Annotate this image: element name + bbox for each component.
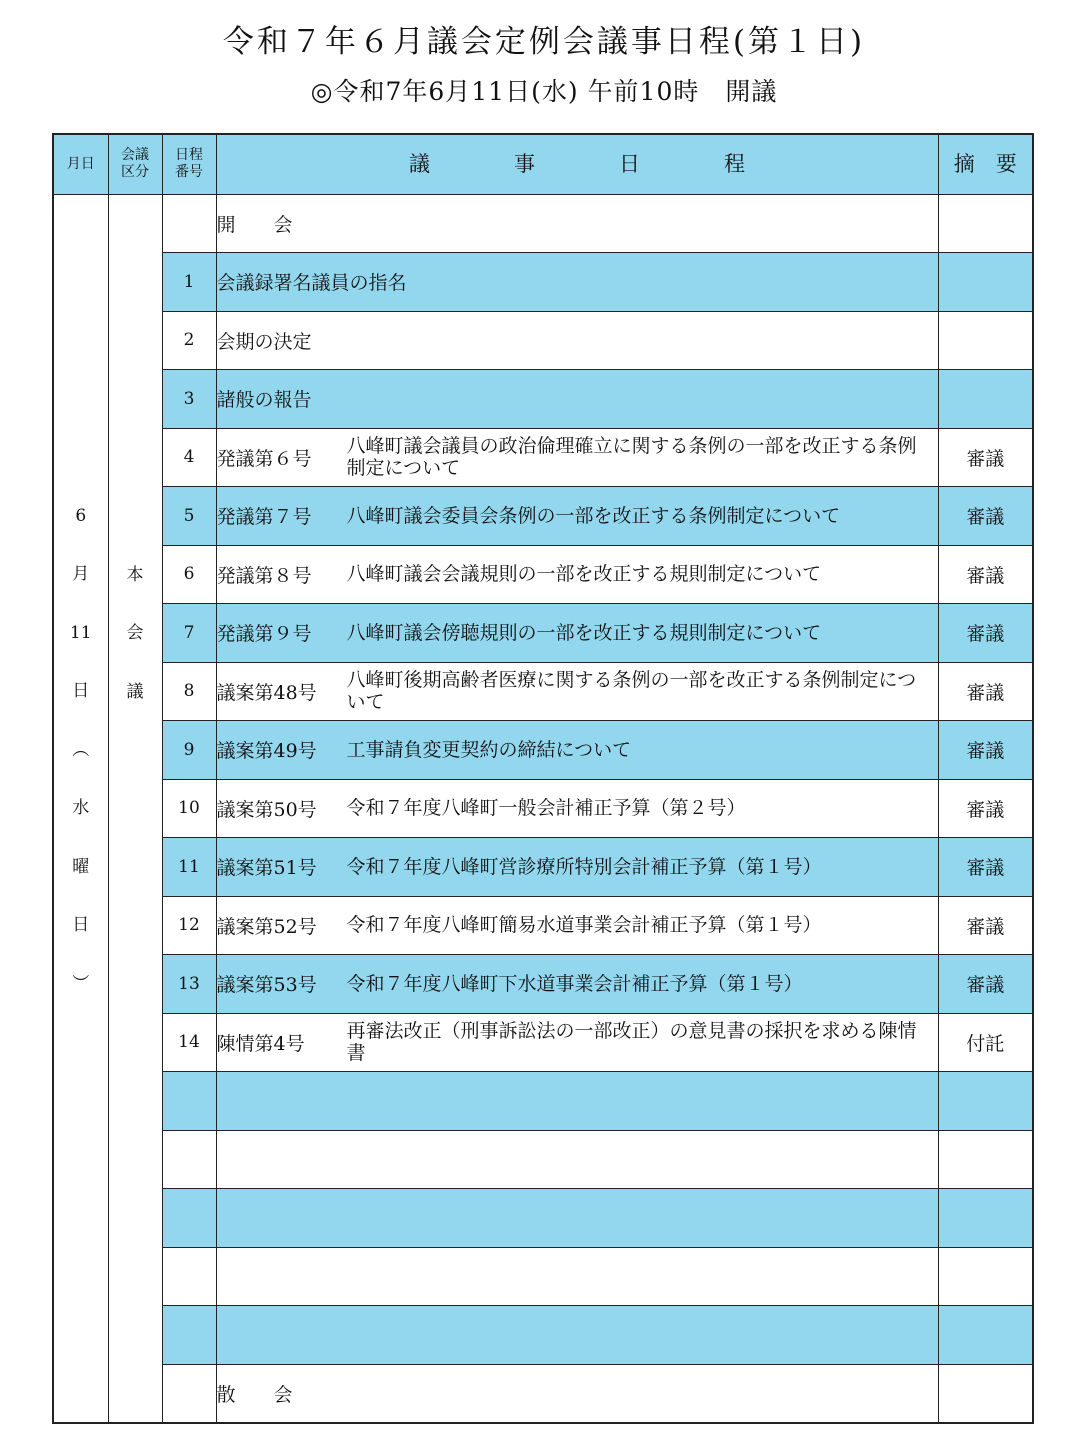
item-description: 令和７年度八峰町営診療所特別会計補正予算（第１号） xyxy=(346,855,822,878)
row-item xyxy=(216,487,938,546)
item-code: 議案第51号 xyxy=(216,857,317,880)
date-char: 日 xyxy=(72,915,90,935)
table-row xyxy=(53,955,1033,1014)
item-code: 陳情第4号 xyxy=(216,1032,305,1055)
session-cell xyxy=(108,194,162,1423)
table-row xyxy=(53,604,1033,663)
item-code: 発議第８号 xyxy=(216,564,312,587)
table-row xyxy=(53,1364,1033,1423)
date-char: 水 xyxy=(72,798,90,818)
item-description: 八峰町後期高齢者医療に関する条例の一部を改正する条例制定について xyxy=(346,669,917,714)
row-number: 5 xyxy=(162,487,216,546)
item-description: 八峰町議会会議規則の一部を改正する規則制定について xyxy=(346,563,822,586)
table-row-empty xyxy=(53,1072,1033,1131)
date-char: 月 xyxy=(72,564,90,584)
header-session-line2: 区分 xyxy=(121,164,149,181)
table-row xyxy=(53,721,1033,780)
row-item xyxy=(216,1013,938,1072)
date-char: 曜 xyxy=(72,856,90,877)
row-number: 11 xyxy=(162,838,216,897)
header-agenda-char: 日 xyxy=(619,151,640,176)
row-number: 14 xyxy=(162,1013,216,1072)
row-item: 会議録署名議員の指名 xyxy=(216,253,938,312)
header-agenda-char: 事 xyxy=(514,151,535,176)
table-row xyxy=(53,428,1033,487)
row-note: 審議 xyxy=(938,838,1033,897)
table-row xyxy=(53,253,1033,312)
item-description: 八峰町議会傍聴規則の一部を改正する規則制定について xyxy=(346,621,822,644)
date-cell xyxy=(53,194,108,1423)
row-number xyxy=(162,194,216,253)
item-code: 議案第48号 xyxy=(216,681,317,704)
row-number: 1 xyxy=(162,253,216,312)
date-char: ︵ xyxy=(72,739,90,760)
row-note xyxy=(938,311,1033,370)
opening-text: 開 会 xyxy=(216,213,293,236)
table-row-empty xyxy=(53,1130,1033,1189)
row-item xyxy=(216,838,938,897)
row-item xyxy=(216,721,938,780)
header-agenda-char: 程 xyxy=(724,151,745,176)
item-description: 工事請負変更契約の締結について xyxy=(346,738,632,761)
row-note: 審議 xyxy=(938,428,1033,487)
row-number xyxy=(162,1306,216,1365)
row-item xyxy=(216,1189,938,1248)
header-session xyxy=(108,134,162,194)
row-number xyxy=(162,1072,216,1131)
row-item xyxy=(216,1364,938,1423)
row-item xyxy=(216,194,938,253)
table-row xyxy=(53,545,1033,604)
row-item: 諸般の報告 xyxy=(216,370,938,429)
date-char: 6 xyxy=(75,505,87,526)
row-note xyxy=(938,1189,1033,1248)
row-item xyxy=(216,1072,938,1131)
row-number: 10 xyxy=(162,779,216,838)
row-number: 6 xyxy=(162,545,216,604)
session-char: 議 xyxy=(126,681,144,702)
item-description: 令和７年度八峰町下水道事業会計補正予算（第１号） xyxy=(346,972,803,995)
table-row xyxy=(53,194,1033,253)
item-description: 再審法改正（刑事訴訟法の一部改正）の意見書の採択を求める陳情書 xyxy=(346,1020,917,1065)
item-code: 発議第９号 xyxy=(216,623,312,646)
date-char: 11 xyxy=(69,622,92,643)
row-number xyxy=(162,1130,216,1189)
row-item xyxy=(216,428,938,487)
header-number-line1: 日程 xyxy=(175,147,203,164)
row-note: 付託 xyxy=(938,1013,1033,1072)
row-number xyxy=(162,1189,216,1248)
row-item xyxy=(216,1130,938,1189)
row-note: 審議 xyxy=(938,721,1033,780)
item-code: 議案第52号 xyxy=(216,915,317,938)
row-note xyxy=(938,1306,1033,1365)
row-note: 審議 xyxy=(938,604,1033,663)
page-title: 令和７年６月議会定例会議事日程(第１日) xyxy=(222,24,866,60)
header-number-line2: 番号 xyxy=(175,164,203,181)
table-row xyxy=(53,487,1033,546)
table-row xyxy=(53,311,1033,370)
table-row xyxy=(53,779,1033,838)
table-row xyxy=(53,370,1033,429)
row-note xyxy=(938,194,1033,253)
session-datetime: ◎令和7年6月11日(水) 午前10時 開議 xyxy=(310,77,778,106)
row-note: 審議 xyxy=(938,545,1033,604)
table-row xyxy=(53,1013,1033,1072)
row-note: 審議 xyxy=(938,662,1033,721)
item-code: 議案第50号 xyxy=(216,798,317,821)
table-row-empty xyxy=(53,1189,1033,1248)
row-number: 13 xyxy=(162,955,216,1014)
row-note xyxy=(938,370,1033,429)
row-number: 7 xyxy=(162,604,216,663)
row-number: 9 xyxy=(162,721,216,780)
row-note: 審議 xyxy=(938,955,1033,1014)
row-number: 3 xyxy=(162,370,216,429)
table-row xyxy=(53,662,1033,721)
agenda-table xyxy=(52,133,1034,1424)
item-description: 令和７年度八峰町簡易水道事業会計補正予算（第１号） xyxy=(346,914,822,937)
date-char: 日 xyxy=(72,681,90,701)
row-item: 会期の決定 xyxy=(216,311,938,370)
header-date: 月日 xyxy=(53,134,108,194)
row-item xyxy=(216,1247,938,1306)
row-number: 8 xyxy=(162,662,216,721)
table-row-empty xyxy=(53,1306,1033,1365)
row-number: 12 xyxy=(162,896,216,955)
row-note xyxy=(938,1364,1033,1423)
date-char: ︶ xyxy=(72,973,90,994)
row-number: 2 xyxy=(162,311,216,370)
row-number xyxy=(162,1364,216,1423)
row-number: 4 xyxy=(162,428,216,487)
row-number xyxy=(162,1247,216,1306)
row-item xyxy=(216,955,938,1014)
row-note xyxy=(938,253,1033,312)
table-row-empty xyxy=(53,1247,1033,1306)
row-note: 審議 xyxy=(938,487,1033,546)
session-char: 本 xyxy=(126,564,144,585)
header-row xyxy=(53,134,1033,194)
header-agenda-char: 議 xyxy=(409,151,430,176)
item-description: 八峰町議会議員の政治倫理確立に関する条例の一部を改正する条例制定について xyxy=(346,435,917,480)
item-description: 八峰町議会委員会条例の一部を改正する条例制定について xyxy=(346,504,841,527)
row-item xyxy=(216,662,938,721)
row-item xyxy=(216,604,938,663)
closing-text: 散 会 xyxy=(216,1383,293,1406)
row-note xyxy=(938,1130,1033,1189)
row-item xyxy=(216,896,938,955)
session-char: 会 xyxy=(126,623,144,643)
row-item xyxy=(216,779,938,838)
row-note xyxy=(938,1072,1033,1131)
item-code: 発議第６号 xyxy=(216,447,312,470)
row-item xyxy=(216,545,938,604)
row-note: 審議 xyxy=(938,896,1033,955)
table-row xyxy=(53,838,1033,897)
table-row xyxy=(53,896,1033,955)
item-description: 令和７年度八峰町一般会計補正予算（第２号） xyxy=(346,797,746,820)
item-code: 議案第53号 xyxy=(216,974,317,997)
row-note: 審議 xyxy=(938,779,1033,838)
header-agenda xyxy=(216,134,938,194)
item-code: 発議第７号 xyxy=(216,506,312,529)
row-note xyxy=(938,1247,1033,1306)
row-item xyxy=(216,1306,938,1365)
header-summary: 摘 要 xyxy=(938,134,1033,194)
item-code: 議案第49号 xyxy=(216,740,317,763)
header-number xyxy=(162,134,216,194)
header-session-line1: 会議 xyxy=(121,147,149,164)
